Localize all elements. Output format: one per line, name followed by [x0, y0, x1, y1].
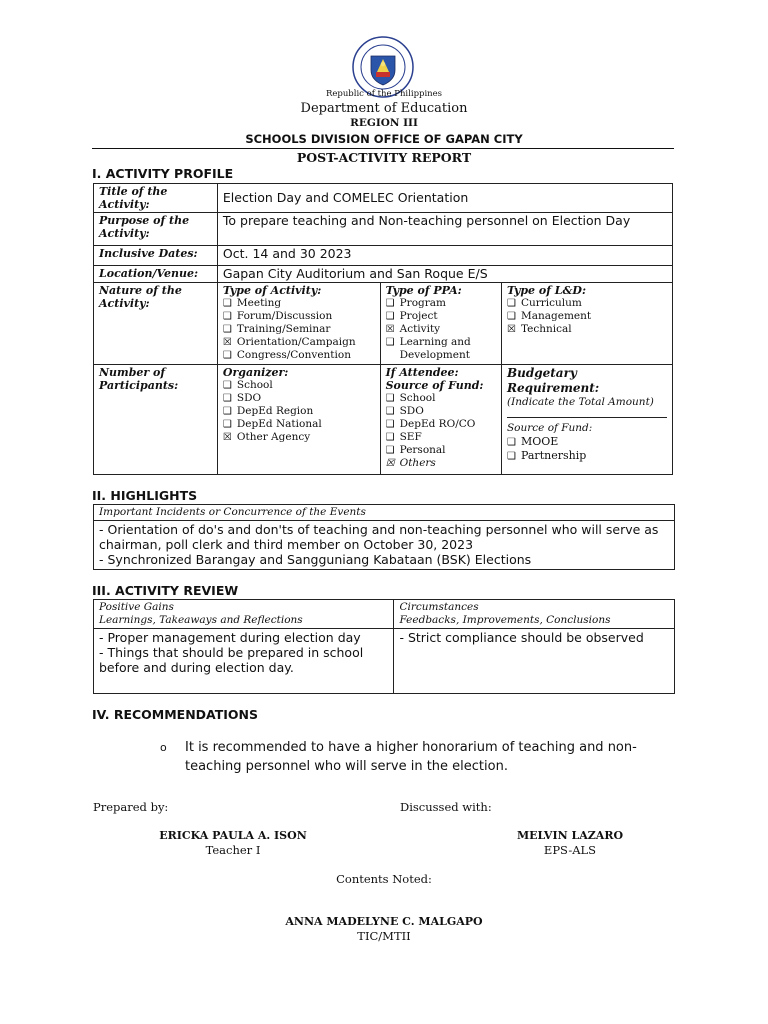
venue-label: Location/Venue:	[94, 266, 218, 283]
checkbox-option[interactable]: ❑ Training/Seminar	[222, 323, 331, 335]
review-item: - Things that should be prepared in school before and during election day.	[99, 645, 364, 675]
source-heading: Source of Fund:	[385, 379, 484, 392]
checked-checkbox-icon: ☒	[506, 324, 516, 335]
checkbox-option[interactable]: ❑ Congress/Convention	[222, 349, 351, 361]
noted-title: TIC/MTII	[357, 929, 411, 943]
checkbox-icon: ❑	[222, 419, 232, 430]
checkbox-option[interactable]: ☒ Others	[385, 457, 436, 469]
budget-note: (Indicate the Total Amount)	[506, 396, 654, 408]
type-activity-heading: Type of Activity:	[222, 284, 322, 297]
highlights-table	[93, 504, 675, 570]
checkbox-icon: ❑	[385, 445, 395, 456]
checked-checkbox-icon: ☒	[222, 337, 232, 348]
review-right-body	[394, 629, 675, 694]
checkbox-option[interactable]: ❑ Project	[385, 310, 438, 322]
prepared-label: Prepared by:	[93, 800, 169, 814]
section-recommendations: IV. RECOMMENDATIONS	[92, 707, 259, 722]
checkbox-option[interactable]: ❑ SDO	[385, 405, 424, 417]
noted-label: Contents Noted:	[336, 872, 432, 886]
checkbox-option[interactable]: ❑ Curriculum	[506, 297, 582, 309]
department-line: Department of Education	[300, 101, 468, 116]
section-highlights: II. HIGHLIGHTS	[92, 488, 198, 503]
checkbox-icon: ❑	[385, 298, 395, 309]
checkbox-icon: ❑	[222, 380, 232, 391]
header-divider	[92, 148, 674, 149]
checked-checkbox-icon: ☒	[222, 432, 232, 443]
purpose-label: Purpose of the Activity:	[94, 213, 218, 246]
checkbox-icon: ❑	[506, 298, 516, 309]
budget-heading: Budgetary Requirement:	[506, 366, 600, 395]
region-line: REGION III	[350, 117, 418, 129]
section-activity-review: III. ACTIVITY REVIEW	[92, 583, 239, 598]
division-line: SCHOOLS DIVISION OFFICE OF GAPAN CITY	[245, 132, 523, 146]
highlight-item: - Orientation of do's and don'ts of teaching and non-teaching personnel who will serve as chairman, poll clerk and third member on October 30, 2023	[99, 522, 659, 552]
checkbox-icon: ❑	[385, 337, 395, 348]
checked-checkbox-icon: ☒	[385, 458, 395, 469]
checkbox-option[interactable]: ❑ SDO	[222, 392, 262, 404]
review-right-header: Circumstances Feedbacks, Improvements, Conclusions	[394, 600, 675, 629]
highlight-item: - Synchronized Barangay and Sangguniang Kabataan (BSK) Elections	[99, 552, 532, 567]
checkbox-option[interactable]: ❑ Program	[385, 297, 446, 309]
report-title: POST-ACTIVITY REPORT	[296, 150, 472, 165]
checkbox-option[interactable]: ☒ Technical	[506, 323, 572, 335]
organizer-heading: Organizer:	[222, 366, 289, 379]
budget-source-heading: Source of Fund:	[506, 422, 593, 434]
nature-label: Nature of the Activity:	[94, 283, 218, 365]
checkbox-icon: ❑	[385, 406, 395, 417]
noted-name: ANNA MADELYNE C. MALGAPO	[285, 915, 483, 928]
highlights-body	[94, 521, 675, 570]
checkbox-icon: ❑	[385, 393, 395, 404]
checked-checkbox-icon: ☒	[385, 324, 395, 335]
checkbox-icon: ❑	[506, 437, 516, 448]
checkbox-option[interactable]: ❑ School	[222, 379, 273, 391]
highlights-subheading: Important Incidents or Concurrence of the Events	[94, 505, 675, 521]
checkbox-icon: ❑	[222, 350, 232, 361]
budget-amount-line[interactable]	[507, 409, 667, 418]
checkbox-option[interactable]: ❑ DepEd National	[222, 418, 322, 430]
checkbox-option[interactable]: ❑ SEF	[385, 431, 422, 443]
republic-line: Republic of the Philippines	[325, 89, 443, 99]
checkbox-icon: ❑	[385, 311, 395, 322]
discussed-title: EPS-ALS	[543, 843, 597, 857]
checkbox-option[interactable]: ❑ Management	[506, 310, 592, 322]
checkbox-option[interactable]: ❑ DepEd Region	[222, 405, 314, 417]
checkbox-option[interactable]: ☒ Orientation/Campaign	[222, 336, 356, 348]
checkbox-option[interactable]: ❑ School	[385, 392, 436, 404]
attendee-heading: If Attendee:	[385, 366, 459, 379]
checkbox-icon: ❑	[222, 393, 232, 404]
title-label: Title of the Activity:	[94, 184, 218, 213]
participants-label: Number of Participants:	[94, 365, 218, 475]
checkbox-icon: ❑	[222, 406, 232, 417]
review-left-header: Positive Gains Learnings, Takeaways and Reflections	[94, 600, 394, 629]
dates-value: Oct. 14 and 30 2023	[217, 246, 672, 266]
checkbox-option[interactable]: ☒ Other Agency	[222, 431, 311, 443]
checkbox-option[interactable]: ❑ Partnership	[506, 449, 587, 462]
type-ppa-cell	[380, 283, 501, 365]
checkbox-icon: ❑	[222, 324, 232, 335]
title-value: Election Day and COMELEC Orientation	[217, 184, 672, 213]
checkbox-icon: ❑	[222, 298, 232, 309]
review-left-body	[94, 629, 394, 694]
bullet-icon: o	[160, 741, 167, 754]
recommendation-text: It is recommended to have a higher honorarium of teaching and non-teaching personnel who will serve in the election.	[185, 740, 637, 774]
checkbox-icon: ❑	[222, 311, 232, 322]
type-activity-cell	[217, 283, 380, 365]
activity-profile-table	[93, 183, 673, 475]
checkbox-icon: ❑	[385, 432, 395, 443]
checkbox-option[interactable]: ❑ DepEd RO/CO	[385, 418, 476, 430]
checkbox-icon: ❑	[385, 419, 395, 430]
type-ld-cell	[501, 283, 672, 365]
checkbox-option[interactable]: ❑ Learning and	[385, 336, 471, 348]
recommendation-item	[160, 738, 685, 776]
checkbox-option[interactable]: ❑ Meeting	[222, 297, 282, 309]
prepared-title: Teacher I	[205, 843, 261, 857]
dates-label: Inclusive Dates:	[94, 246, 218, 266]
checkbox-option[interactable]: ❑ Personal	[385, 444, 446, 456]
checkbox-option[interactable]: ☒ Activity	[385, 323, 441, 335]
section-activity-profile: I. ACTIVITY PROFILE	[92, 166, 234, 181]
activity-review-table	[93, 599, 675, 694]
source-fund-cell	[380, 365, 501, 475]
discussed-label: Discussed with:	[400, 800, 492, 814]
prepared-name: ERICKA PAULA A. ISON	[159, 829, 307, 842]
checkbox-icon: ❑	[506, 451, 516, 462]
review-item: - Strict compliance should be observed	[399, 630, 644, 645]
type-ppa-heading: Type of PPA:	[385, 284, 462, 297]
discussed-name: MELVIN LAZARO	[516, 829, 624, 842]
type-ld-heading: Type of L&D:	[506, 284, 587, 297]
review-item: - Proper management during election day	[99, 630, 361, 645]
purpose-value: To prepare teaching and Non-teaching personnel on Election Day	[217, 213, 672, 246]
checkbox-option[interactable]: ❑ MOOE	[506, 435, 559, 448]
checkbox-icon: ❑	[506, 311, 516, 322]
checkbox-option-continued: Development	[399, 349, 470, 361]
budget-cell	[501, 365, 672, 475]
organizer-cell	[217, 365, 380, 475]
venue-value: Gapan City Auditorium and San Roque E/S	[217, 266, 672, 283]
checkbox-option[interactable]: ❑ Forum/Discussion	[222, 310, 333, 322]
